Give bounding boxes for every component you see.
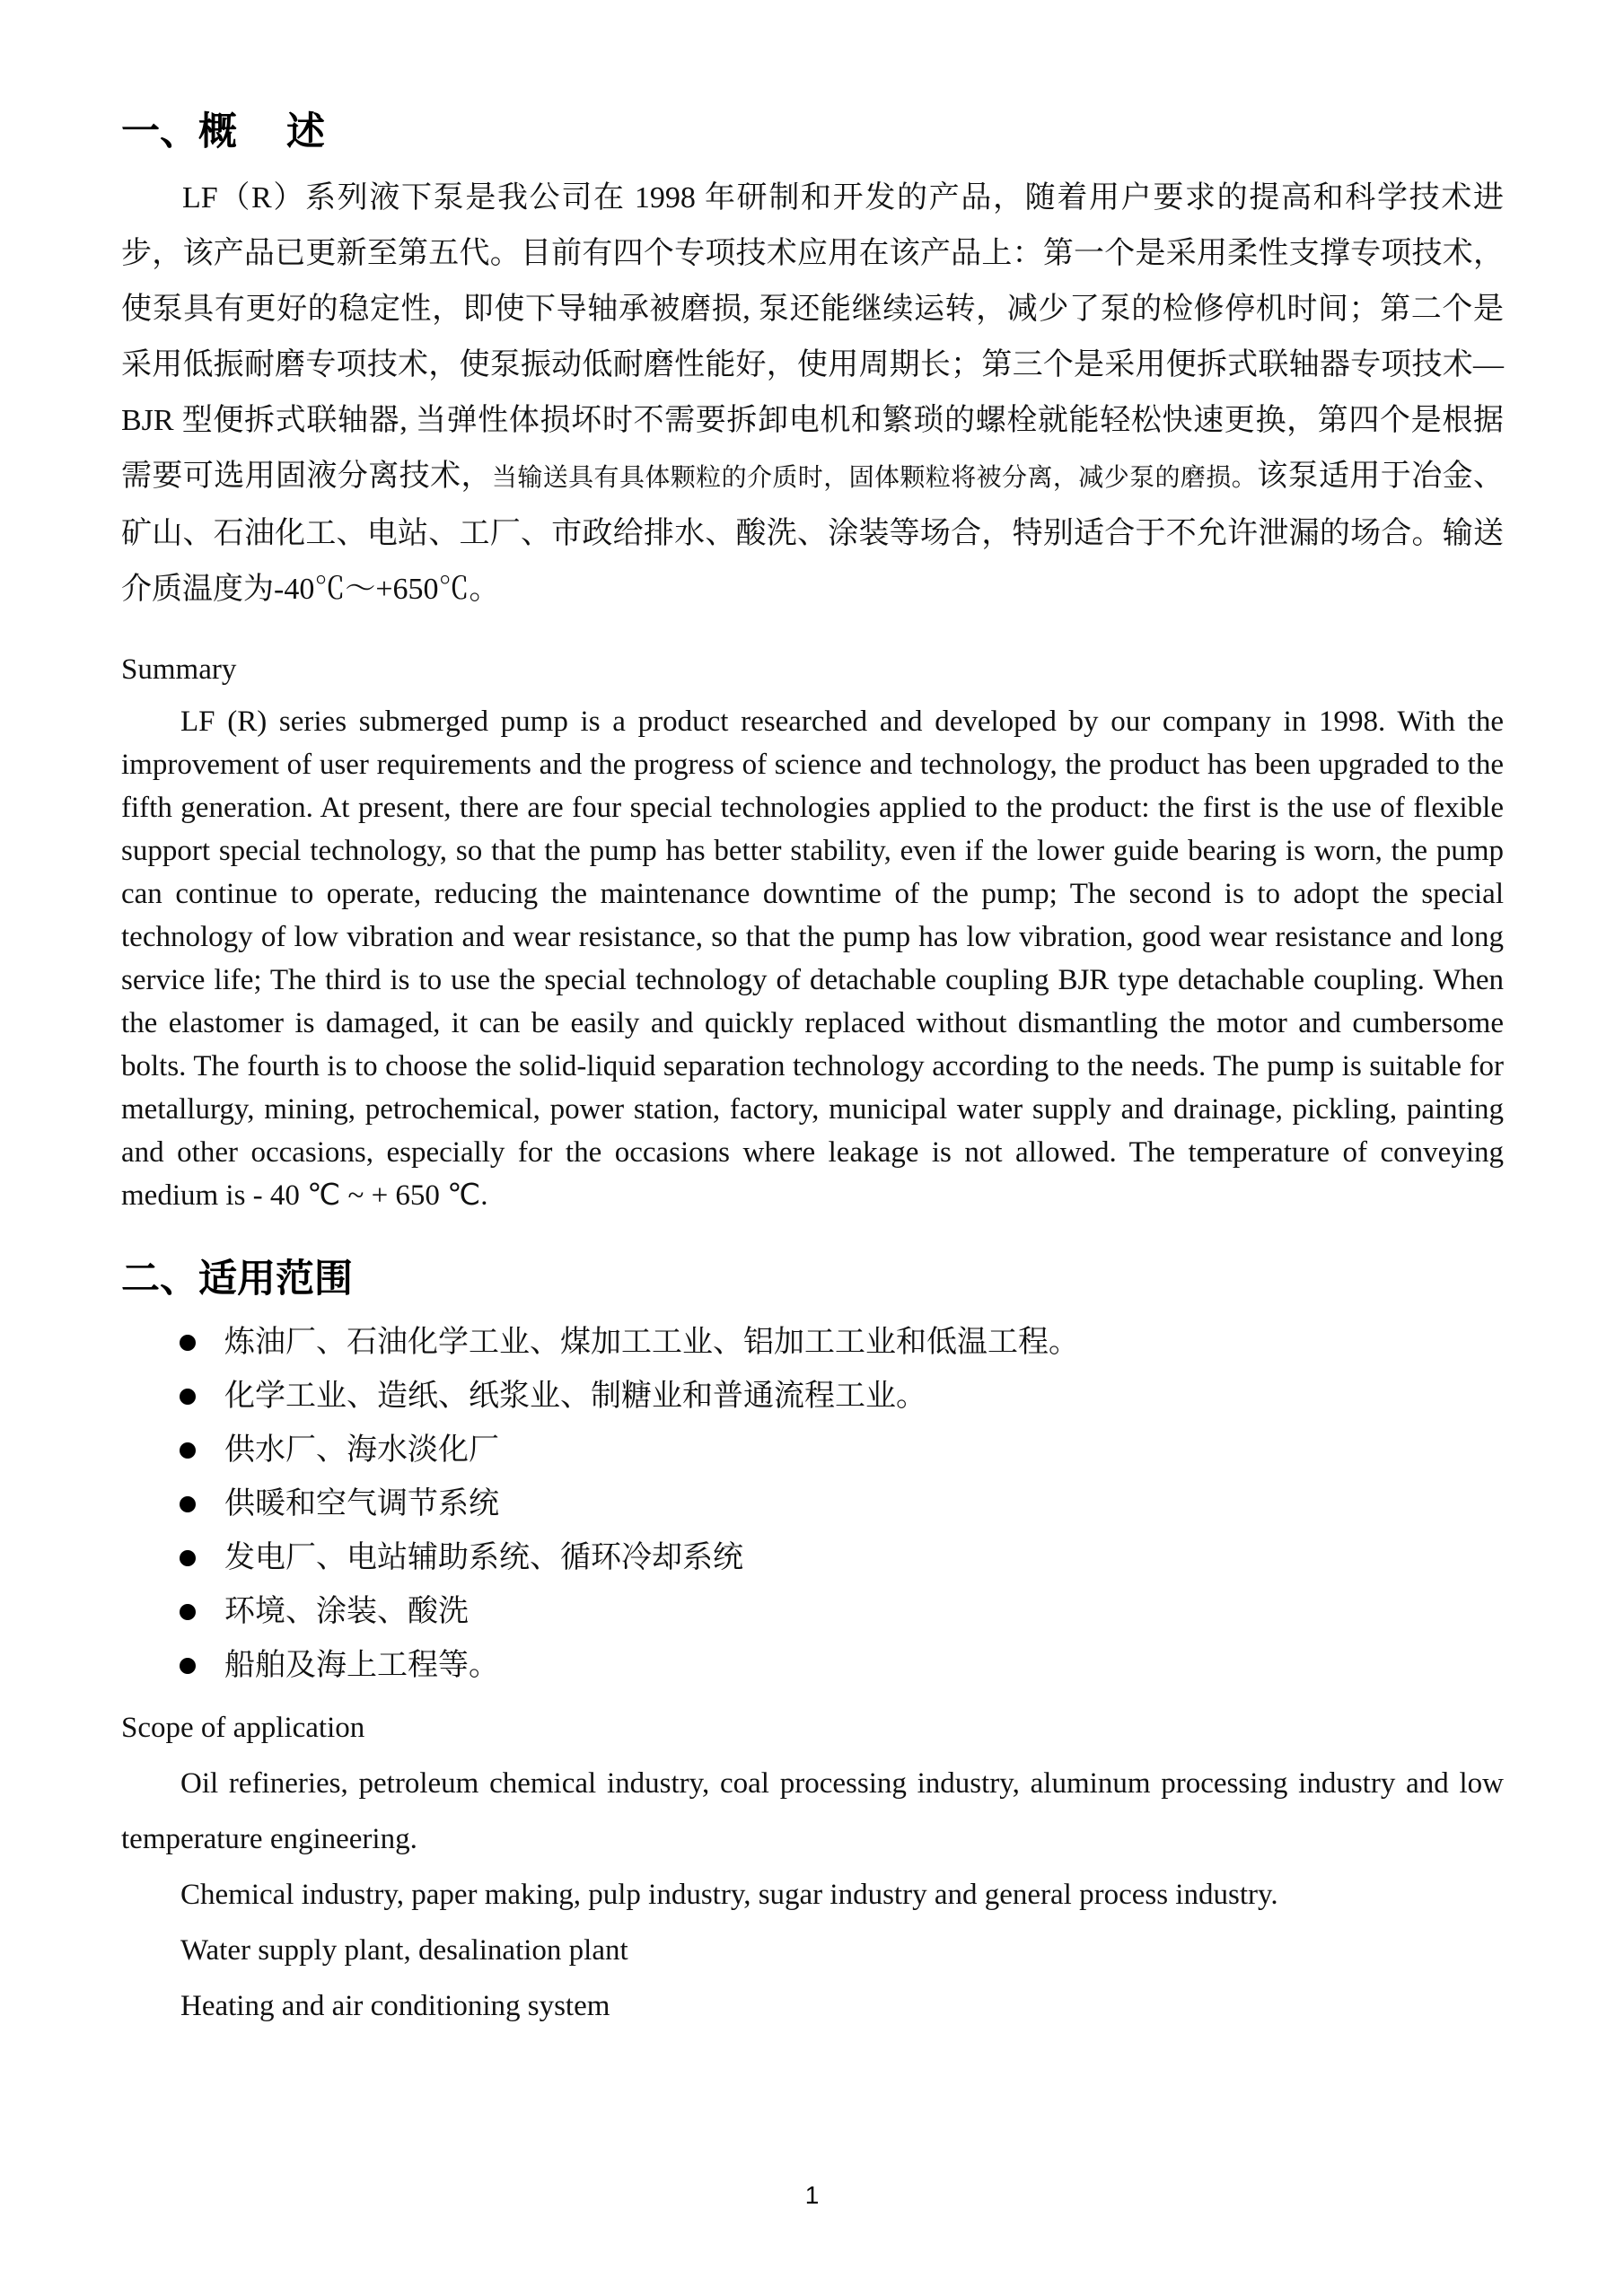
section1-zh-segment-2-small: 当输送具有具体颗粒的介质时，固体颗粒将被分离，减少泵的磨损。 (491, 464, 1258, 492)
scope-paragraph-2: Chemical industry, paper making, pulp industry, sugar industry and general process industry. (180, 1879, 1278, 1911)
section1-heading: 一、概 述 (121, 110, 325, 153)
scope-of-application-label: Scope of application (121, 1712, 365, 1744)
scope-paragraph-3: Water supply plant, desalination plant (180, 1934, 628, 1967)
list-item (121, 1424, 1504, 1477)
bullet-icon (180, 1496, 196, 1512)
section2-heading: 二、适用范围 (121, 1258, 353, 1301)
list-item (121, 1370, 1504, 1424)
list-item (121, 1316, 1504, 1370)
bullet-icon (180, 1658, 196, 1674)
summary-label: Summary (121, 653, 237, 686)
scope-paragraph-4: Heating and air conditioning system (180, 1990, 610, 2022)
bullet-icon (180, 1389, 196, 1405)
list-item-label: 供暖和空气调节系统 (224, 1487, 499, 1520)
list-item (121, 1477, 1504, 1531)
list-item-label: 发电厂、电站辅助系统、循环冷却系统 (224, 1541, 743, 1574)
section1-zh-segment-3: 该泵适用于冶金、矿山、石油化工、电站、工厂、市政给排水、酸洗、涂装等场合，特别适合于不允许泄漏的场合。输送介质温度为-40℃～+650℃。 (121, 460, 1505, 606)
list-item-label: 船舶及海上工程等。 (224, 1649, 499, 1682)
list-item-label: 环境、涂装、酸洗 (224, 1595, 469, 1628)
list-item-label: 炼油厂、石油化学工业、煤加工工业、铝加工工业和低温工程。 (224, 1326, 1079, 1359)
section1-english-paragraph: LF (R) series submerged pump is a product researched and developed by our company in 1998. With the improvement of user requirements and the progress of science and technology, the product has been upgraded to the fifth generation. At present, there are four special technologies applied to the product: the first is the use of flexible support special technology, so that the pump has better stability, even if the lower guide bearing is worn, the pump can continue to operate, reducing the maintenance downtime of the pump; The second is to adopt the special technology of low vibration and wear resistance, so that the pump has low vibration, good wear resistance and long service life; The third is to use the special technology of detachable coupling BJR type detachable coupling. When the elastomer is damaged, it can be easily and quickly replaced without dismantling the motor and cumbersome bolts. The fourth is to choose the solid-liquid separation technology according to the needs. The pump is suitable for metallurgy, mining, petrochemical, power station, factory, municipal water supply and drainage, pickling, painting and other occasions, especially for the occasions where leakage is not allowed. The temperature of conveying medium is - 40 ℃ ~ + 650 ℃. (121, 705, 1504, 1212)
list-item (121, 1585, 1504, 1639)
list-item-label: 化学工业、造纸、纸浆业、制糖业和普通流程工业。 (224, 1380, 926, 1413)
list-item (121, 1531, 1504, 1585)
bullet-icon (180, 1604, 196, 1620)
application-bullet-list (121, 1316, 1504, 1693)
list-item-label: 供水厂、海水淡化厂 (224, 1433, 499, 1467)
scope-paragraph-1: Oil refineries, petroleum chemical industry, coal processing industry, aluminum processing industry and low temperature engineering. (121, 1767, 1504, 1855)
page-number: 1 (804, 2181, 820, 2209)
list-item (121, 1639, 1504, 1693)
section1-zh-segment-1: LF（R）系列液下泵是我公司在 1998 年研制和开发的产品，随着用户要求的提高和科学技术进步，该产品已更新至第五代。目前有四个专项技术应用在该产品上：第一个是采用柔性支撑专项技术，使泵具有更好的稳定性，即使下导轴承被磨损, 泵还能继续运转，减少了泵的检修停机时间；第二个是采用低振耐磨专项技术，使泵振动低耐磨性能好，使用周期长；第三个是采用便拆式联轴器专项技术—BJR 型便拆式联轴器, 当弹性体损坏时不需要拆卸电机和繁琐的螺栓就能轻松快速更换，第四个是根据需要可选用固液分离技术， (121, 181, 1504, 493)
bullet-icon (180, 1550, 196, 1566)
section1-chinese-paragraph (121, 171, 1504, 618)
bullet-icon (180, 1442, 196, 1459)
bullet-icon (180, 1335, 196, 1351)
